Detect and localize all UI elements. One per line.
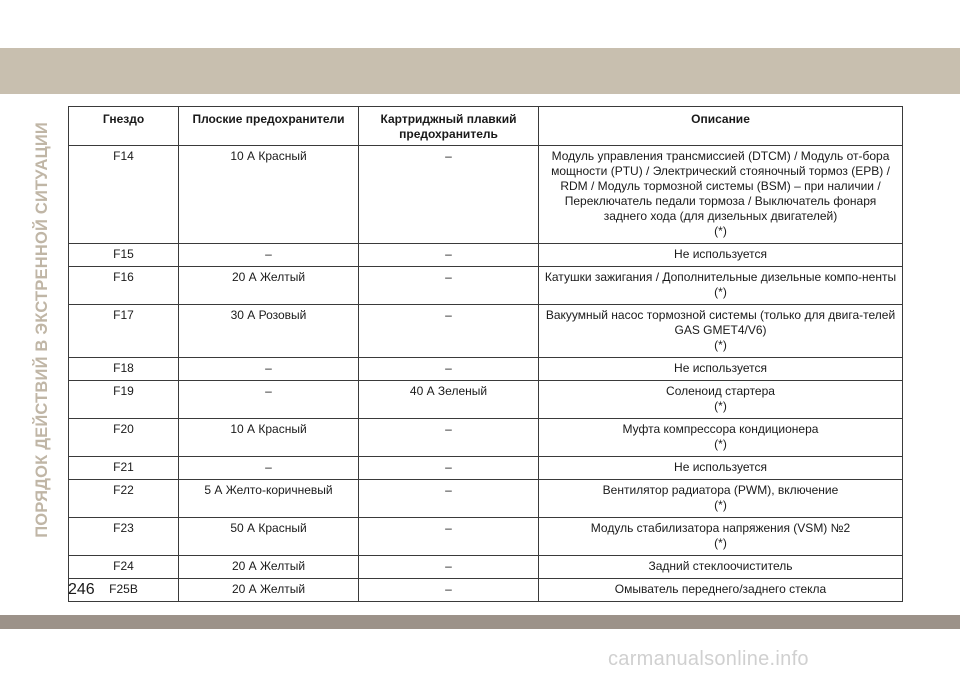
- cell-slot: F25B: [69, 579, 179, 602]
- cell-description: [539, 419, 903, 457]
- cell-slot: F16: [69, 267, 179, 305]
- table-row: [69, 419, 903, 457]
- description-note: (*): [714, 498, 727, 512]
- cell-cartridge-fuse: –: [359, 146, 539, 244]
- table-row: [69, 480, 903, 518]
- fuse-table-body: [69, 146, 903, 602]
- cell-flat-fuse: –: [179, 381, 359, 419]
- cell-flat-fuse: 10 А Красный: [179, 419, 359, 457]
- table-row: [69, 579, 903, 602]
- cell-cartridge-fuse: –: [359, 518, 539, 556]
- cell-flat-fuse: 20 А Желтый: [179, 267, 359, 305]
- cell-flat-fuse: 20 А Желтый: [179, 556, 359, 579]
- description-note: (*): [714, 285, 727, 299]
- cell-flat-fuse: 10 А Красный: [179, 146, 359, 244]
- cell-slot: F19: [69, 381, 179, 419]
- table-row: [69, 305, 903, 358]
- table-row: [69, 381, 903, 419]
- section-side-title-text: ПОРЯДОК ДЕЙСТВИЙ В ЭКСТРЕННОЙ СИТУАЦИИ: [32, 122, 51, 538]
- description-text: Вентилятор радиатора (PWM), включение: [602, 483, 839, 497]
- header-slot: Гнездо: [69, 107, 179, 146]
- cell-flat-fuse: 50 А Красный: [179, 518, 359, 556]
- cell-description: [539, 457, 903, 480]
- cell-cartridge-fuse: –: [359, 267, 539, 305]
- cell-description: [539, 267, 903, 305]
- cell-flat-fuse: 30 А Розовый: [179, 305, 359, 358]
- cell-slot: F17: [69, 305, 179, 358]
- description-note: (*): [714, 224, 727, 238]
- fuse-table: [68, 106, 903, 602]
- cell-cartridge-fuse: 40 А Зеленый: [359, 381, 539, 419]
- cell-cartridge-fuse: –: [359, 457, 539, 480]
- cell-flat-fuse: –: [179, 358, 359, 381]
- cell-cartridge-fuse: –: [359, 480, 539, 518]
- cell-slot: F21: [69, 457, 179, 480]
- cell-cartridge-fuse: –: [359, 244, 539, 267]
- description-text: Не используется: [674, 247, 767, 261]
- table-row: [69, 244, 903, 267]
- section-side-title: [30, 108, 54, 552]
- table-row: [69, 518, 903, 556]
- table-row: [69, 556, 903, 579]
- cell-cartridge-fuse: –: [359, 556, 539, 579]
- cell-cartridge-fuse: –: [359, 579, 539, 602]
- page-number: 246: [68, 581, 95, 598]
- cell-cartridge-fuse: –: [359, 419, 539, 457]
- cell-slot: F15: [69, 244, 179, 267]
- description-text: Модуль стабилизатора напряжения (VSM) №2: [590, 521, 851, 535]
- description-text: Задний стеклоочиститель: [648, 559, 793, 573]
- cell-description: [539, 480, 903, 518]
- cell-description: [539, 358, 903, 381]
- cell-slot: F23: [69, 518, 179, 556]
- description-text: Вакуумный насос тормозной системы (только для двига-телей GAS GMET4/V6): [545, 308, 896, 337]
- cell-description: [539, 518, 903, 556]
- header-cartridge-fuse: Картриджный плавкий предохранитель: [359, 107, 539, 146]
- header-flat-fuses: Плоские предохранители: [179, 107, 359, 146]
- cell-cartridge-fuse: –: [359, 358, 539, 381]
- cell-flat-fuse: 5 А Желто-коричневый: [179, 480, 359, 518]
- cell-description: [539, 244, 903, 267]
- cell-cartridge-fuse: –: [359, 305, 539, 358]
- cell-description: [539, 556, 903, 579]
- cell-slot: F14: [69, 146, 179, 244]
- watermark-text: carmanualsonline.info: [608, 648, 809, 670]
- description-note: (*): [714, 437, 727, 451]
- cell-flat-fuse: –: [179, 244, 359, 267]
- table-row: [69, 358, 903, 381]
- table-row: [69, 457, 903, 480]
- description-note: (*): [714, 338, 727, 352]
- cell-slot: F18: [69, 358, 179, 381]
- cell-slot: F22: [69, 480, 179, 518]
- cell-flat-fuse: –: [179, 457, 359, 480]
- cell-description: [539, 146, 903, 244]
- description-text: Катушки зажигания / Дополнительные дизельные компо-ненты: [544, 270, 897, 284]
- header-description: Описание: [539, 107, 903, 146]
- table-row: [69, 146, 903, 244]
- description-text: Муфта компрессора кондиционера: [622, 422, 819, 436]
- description-text: Омыватель переднего/заднего стекла: [614, 582, 827, 596]
- cell-flat-fuse: 20 А Желтый: [179, 579, 359, 602]
- table-header-row: [69, 107, 903, 146]
- description-note: (*): [714, 536, 727, 550]
- description-note: (*): [714, 399, 727, 413]
- description-text: Соленоид стартера: [666, 384, 775, 398]
- description-text: Не используется: [674, 460, 767, 474]
- table-row: [69, 267, 903, 305]
- cell-slot: F24: [69, 556, 179, 579]
- cell-description: [539, 579, 903, 602]
- cell-description: [539, 381, 903, 419]
- description-text: Не используется: [674, 361, 767, 375]
- footer-band: [0, 615, 960, 629]
- description-text: Модуль управления трансмиссией (DTCM) / Модуль от-бора мощности (PTU) / Электрический стояночный тормоз (EPB) / RDM / Модуль тормозной системы (BSM) – при наличии / Переключатель педали тормоза / Выключатель фонаря заднего хода (для дизельных двигателей): [551, 149, 890, 223]
- cell-description: [539, 305, 903, 358]
- cell-slot: F20: [69, 419, 179, 457]
- header-band: [0, 48, 960, 94]
